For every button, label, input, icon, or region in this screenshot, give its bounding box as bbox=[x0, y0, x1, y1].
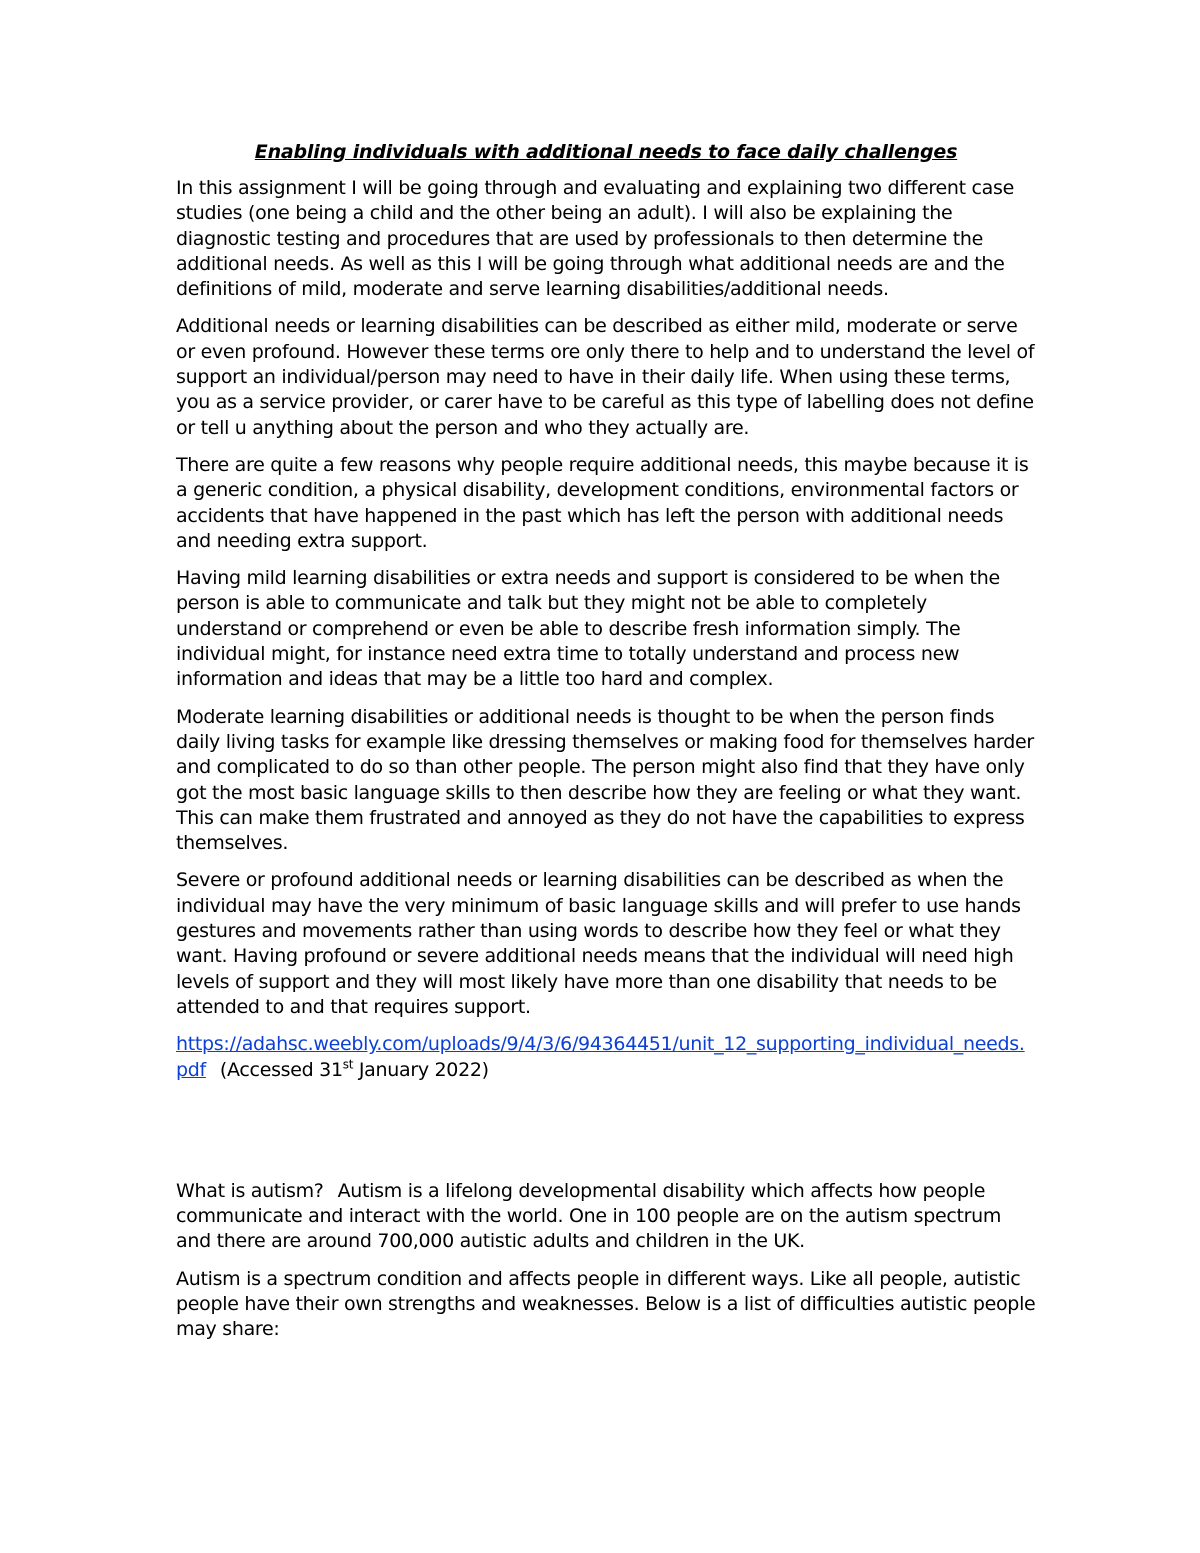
autism-answer: Autism is a lifelong developmental disability which affects how people communicate and interact with the world. One in 100 people are on the autism spectrum and there are around 700,000 autistic adults and children in the UK. bbox=[176, 1179, 1002, 1253]
document-title: Enabling individuals with additional needs to face daily challenges bbox=[254, 141, 958, 163]
paragraph-mild: Having mild learning disabilities or extra needs and support is considered to be when the person is able to communicate and talk but they might not be able to completely understand or comprehend or even be able to describe fresh information simply. The individual might, for instance need extra time to totally understand and process new information and ideas that may be a little too hard and complex. bbox=[176, 567, 1000, 691]
paragraph-levels: Additional needs or learning disabilities can be described as either mild, moderate or serve or even profound. However these terms ore only there to help and to understand the level of support an individual/person may need to have in their daily life. When using these terms, you as a service provider, or carer have to be careful as this type of labelling does not define or tell u anything about the person and who they actually are. bbox=[176, 315, 1035, 439]
paragraph-reasons: There are quite a few reasons why people require additional needs, this maybe because it is a generic condition, a physical disability, development conditions, environmental factors or accidents that have happened in the past which has left the person with additional needs and needing extra support. bbox=[176, 453, 1029, 552]
paragraph-severe: Severe or profound additional needs or learning disabilities can be described as when the individual may have the very minimum of basic language skills and will prefer to use hands gestures and movements rather than using words to describe how they feel or what they want. Having profound or severe additional needs means that the individual will need high levels of support and they will most likely have more than one disability that needs to be attended to and that requires support. bbox=[176, 869, 1021, 1018]
autism-question: What is autism? bbox=[176, 1179, 324, 1202]
blank-space bbox=[176, 1083, 1036, 1179]
paragraph-moderate: Moderate learning disabilities or additional needs is thought to be when the person finds daily living tasks for example like dressing themselves or making food for themselves harder and complicated to do so than other people. The person might also find that they have only got the most basic language skills to then describe how they are feeling or what they want. This can make them frustrated and annoyed as they do not have the capabilities to express themselves. bbox=[176, 705, 1034, 855]
accessed-date-suffix-ordinal: st bbox=[342, 1057, 354, 1072]
paragraph-intro: In this assignment I will be going through and evaluating and explaining two different case studies (one being a child and the other being an adult). I will also be explaining the diagnostic testing and procedures that are used by professionals to then determine the additional needs. As well as this I will be going through what additional needs are and the definitions of mild, moderate and serve learning disabilities/additional needs. bbox=[176, 177, 1014, 301]
reference-citation bbox=[176, 1032, 1036, 1083]
document-page bbox=[176, 138, 1036, 1355]
accessed-date-rest: January 2022) bbox=[353, 1058, 489, 1081]
paragraph-what-is-autism bbox=[176, 1179, 1036, 1255]
reference-link[interactable]: https://adahsc.weebly.com/uploads/9/4/3/6/94364451/unit_12_supporting_individual_needs.pdf bbox=[176, 1033, 1025, 1081]
paragraph-autism-spectrum: Autism is a spectrum condition and affects people in different ways. Like all people, autistic people have their own strengths and weaknesses. Below is a list of difficulties autistic people may share: bbox=[176, 1267, 1036, 1341]
accessed-date-prefix: (Accessed 31 bbox=[219, 1058, 343, 1081]
